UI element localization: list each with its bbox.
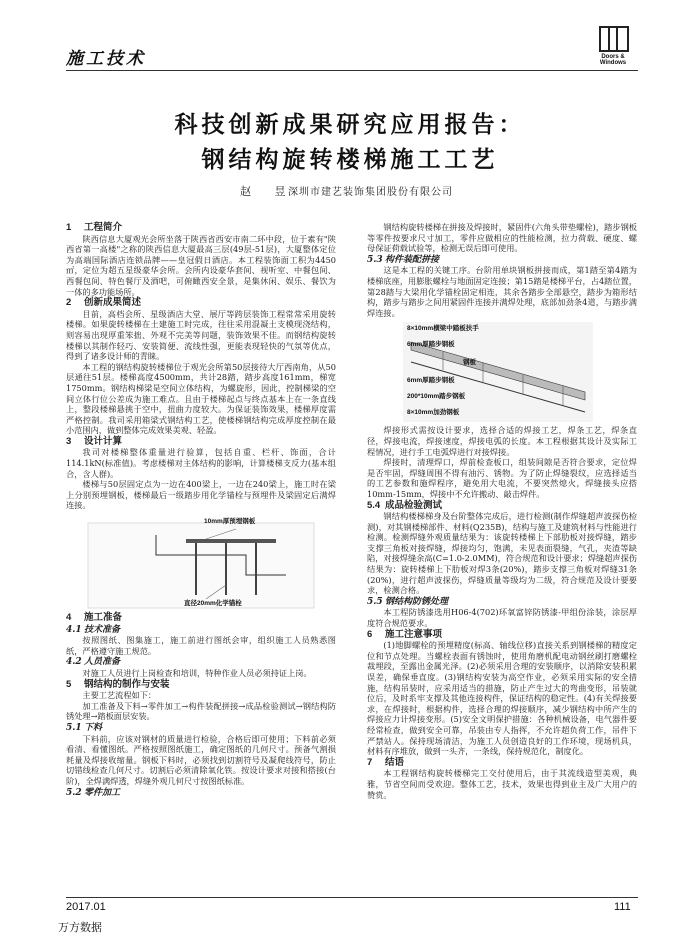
figure-label: 6mm厚踏步钢板: [407, 341, 455, 349]
paragraph: 楼梯与50层固定点为一边在400梁上，一边在240梁上，施工时在梁上分别预埋钢板，楼梯最后一级踏步用化学锚栓与预埋件及梁固定后满焊连接。: [66, 479, 336, 511]
figure-label: 6mm厚踏步钢板: [407, 377, 455, 385]
paragraph: 加工准备及下料→零件加工→构件装配拼接→成品检验测试→钢结构防锈处理→踏板面层安装。: [66, 700, 336, 722]
paragraph: (1)地脚螺栓的预埋精度(标高、轴线位移)直接关系到钢楼梯的精度定位和节点处理。当螺栓表面有锈蚀时，使用角磨机配电动钢丝刷打磨螺栓裁埋段，至露出金属光泽。(2)必须采用合理的安装顺序，以消除安装积累误差，确保垂直度。(3)钢结构安装为高空作业，必须采用实际的安全措施，结构吊装时，应采用适当的措施，防止产生过大的弯曲变形，吊装就位后，及时系牢支撑及其他连接构件，保证结构的稳定性。(4)有关焊接要求，在焊接时，根据构件，选择合理的焊接顺序，减少钢结构中所产生的焊接应力计焊接变形。(5)安全文明保护措施：各种机械设备，电气器件要经常检查，做到安全可靠，吊装由专人指挥，不允许超负荷工作，吊件下严禁站人。保持现场清洁，为施工人员创造良好的工作环境，现场机具，材料有序堆放，做到一头齐，一条线，保持规范化，制度化。: [367, 640, 637, 757]
article-title-line2: 钢结构旋转楼梯施工工艺: [201, 146, 499, 173]
section-heading: 4 施工准备: [66, 612, 123, 624]
subsection-heading: 5.3 构件装配拼接: [367, 254, 440, 265]
subsection-heading: 5.2 零件加工: [66, 787, 121, 798]
section-heading: 6 施工注意事项: [367, 628, 443, 640]
figure-label: 200*10mm踏步钢板: [407, 393, 466, 401]
subsection-heading: 4.1 技术准备: [66, 624, 121, 635]
figure-label: 钢板: [463, 359, 476, 367]
step-section-drawing: [403, 322, 593, 422]
paragraph: 焊接时，清理焊口，焊前检查板口，组装间隙是否符合要求，定位焊是否牢固，焊缝周围不得有油污、锈物。为了防止焊缝裂纹，应选择适当的工艺参数和施焊程序，避免用大电流，不要突然熄火，焊缝接头应搭10mm-15mm，焊接中不允许搬动、敲击焊件。: [367, 457, 637, 499]
subsection-heading: 5.5 钢结构防锈处理: [367, 596, 449, 607]
footer-rule: [66, 897, 638, 898]
step-section-figure: [403, 322, 593, 422]
paragraph: 主要工艺流程如下：: [82, 690, 157, 701]
section-heading: 5 钢结构的制作与安装: [66, 678, 170, 690]
section-heading: 2 创新成果简述: [66, 297, 142, 309]
right-column: [367, 222, 637, 800]
section-heading: 1 工程简介: [66, 222, 123, 233]
door-window-icon: [599, 26, 629, 52]
section-heading: 7 结语: [367, 756, 405, 768]
header-rule: [66, 70, 638, 71]
magazine-logo: [588, 24, 638, 68]
article-title-line1: 科技创新成果研究应用报告：: [174, 111, 526, 138]
anchor-detail-drawing: [86, 515, 316, 610]
figure-label: 8×10mm加劲钢板: [407, 409, 460, 417]
subsection-heading: 5.1 下料: [66, 722, 103, 733]
anchor-detail-figure: [86, 515, 316, 610]
paragraph: 本工程钢结构旋转楼梯完工交付使用后，由于其流线造型美观，典雅，节省空间而受欢迎。整体工艺，技术，效果也得到业主及广大用户的赞赏。: [367, 768, 637, 800]
paragraph: 钢结构旋转楼梯在拼接及焊接时，紧固件(六角头带垫螺栓)，踏步钢板等零件按要求尺寸加工，零件应做相应的性能检测，拉力荷载、硬度、螺母保证荷载试验等，检测无误后即可使用。: [367, 222, 637, 254]
issue-date: 2017.01: [66, 901, 106, 913]
figure-label: 8×10mm横梁中踏板扶手: [407, 325, 479, 333]
logo-text: Doors & Windows: [599, 54, 627, 66]
paragraph: 钢结构楼梯梯身及台阶整体完成后，进行检测(制作焊缝超声波探伤检测)，对其钢楼梯部件、材料(Q235B)，结构与施工及建筑材料与性能进行检测。检测焊缝外观质量结果为：该旋转楼梯上下部肋板对接焊缝，踏步支撑三角板对接焊缝，焊接均匀，饱满，未见表面裂缝，气孔，夹渣等缺陷，对接焊缝余高(C=1.0-2.0MM)，符合规范和设计要求；焊缝超声探伤结果为：旋转楼梯上下肋板对焊3条(20%)，踏步支撑三角板对焊缝31条(20%)，进行超声波探伤，焊缝质量等级均为二级，符合规范及设计要要求，检测合格。: [367, 511, 637, 596]
figure-label: 直径20mm化学锚栓: [184, 600, 242, 608]
source-watermark: 万方数据: [58, 921, 102, 934]
paragraph: 下料前，应该对钢材的质量进行检验，合格后即可使用；下料前必须看清、看懂图纸。严格按照图纸施工，确定图纸的几何尺寸。预备气割损耗量及焊接收缩量。钢板下料时，必须找到切割符号及凝爬线符号，防止切错线检查几何尺寸。切割后必须清除氧化铁。按设计要求对接和搭接(台阶)，全焊满焊透，焊缝外观几何尺寸按图纸标准。: [66, 733, 336, 786]
paragraph: 对施工人员进行上岗检查和培训，特种作业人员必须持证上岗。: [82, 668, 312, 678]
paragraph: 本工程的钢结构旋转楼梯位于观光会所第50层接待大厅西南角，从50层通往51层。楼梯高度4500mm，共计28踏，踏步高度161mm，梯宽1750mm。钢结构梯梁是空间立体结构，为螺旋形，因此，控制梯梁的空间立体行位公差成为施工难点。且由于楼梯起点与终点基本上在一条直线上，整段楼梯悬挑于空中，扭曲力度较大。为保证装饰效果，楼梯厚度需严格控制。我司采用箱梁式钢结构工艺，使楼梯钢结构完成厚度控制在最小范围内，做到整体完成效果美观、轻盈。: [66, 361, 336, 436]
paragraph: 焊接形式需按设计要求，选择合适的焊接工艺，焊条工艺，焊条直径，焊接电流，焊接速度，焊接电弧的长度。本工程根据其设计及实际工程情况，进行手工电弧焊进行对接焊接。: [367, 425, 637, 457]
paragraph: 陕西信息大厦观光会所坐落于陕西省西安市南二环中段，位于素有"陕西省第一高楼"之称的陕西信息大厦最高三层(49层-51层)，大厦整体定位为高端国际酒店连锁品牌——皇冠假日酒店。本工程装饰面工积为4450㎡，定位为超五星级豪华会所。会所内设豪华套间、视听室、中餐包间、西餐包间、特色餐厅及酒吧，可俯瞰西安全景，是集休闲、娱乐、餐饮为一体的多功能场所。: [66, 233, 336, 297]
section-heading: 3 设计计算: [66, 435, 123, 447]
affiliation: 深圳市建艺装饰集团股份有限公司: [288, 187, 453, 198]
left-column: [66, 222, 336, 798]
paragraph: 按照图纸、图集施工，施工前进行图纸会审，组织施工人员熟悉图纸，严格遵守施工规范。: [66, 635, 336, 656]
section-tag: 施工技术: [66, 49, 146, 69]
paragraph: 目前，高档会所、星级酒店大堂、展厅等跨层装饰工程常常采用旋转楼梯。如果旋转楼梯在土建施工时完成，往往采用混凝土支模现浇结构，则容易出现厚重笨拙、外观不完美等问题，装饰效果不佳。而钢结构旋转楼梯以其制作轻巧、安装简便、流线性强，更能表现轻快的气氛等优点，得到了诸多设计师的青睐。: [66, 308, 336, 362]
author: 赵 昱: [240, 185, 296, 198]
paragraph: 我司对楼梯整体重量进行验算，包括自重、栏杆、饰面，合计114.1kN(标准值)。考虑楼梯对主体结构的影响，计算楼梯支反力(基本组合，含人群)。: [66, 447, 336, 479]
paragraph: 本工程防锈漆选用H06-4(702)环氧富锌防锈漆-甲组份涂装，涂层厚度符合规范要求。: [367, 607, 637, 629]
section-heading: 5.4 成品检验测试: [367, 499, 443, 511]
paragraph: 这是本工程的关键工序。台阶用单块钢板拼接而成，第1踏至第4踏为楼梯底座，用膨胀螺栓与地面固定连接；第15踏是楼梯平台，占4踏位置，第28踏与大梁用化学锚栓固定相连，其余各踏步全部悬空，踏步为箱形结构，踏步与踏步之间用紧固件连接并满焊处理，底部加劲条4道，与踏步满焊连接。: [367, 265, 637, 318]
page-header: [0, 0, 700, 80]
page-number: 111: [614, 901, 631, 913]
figure-label: 10mm厚预埋钢板: [204, 518, 256, 526]
subsection-heading: 4.2 人员准备: [66, 657, 121, 668]
